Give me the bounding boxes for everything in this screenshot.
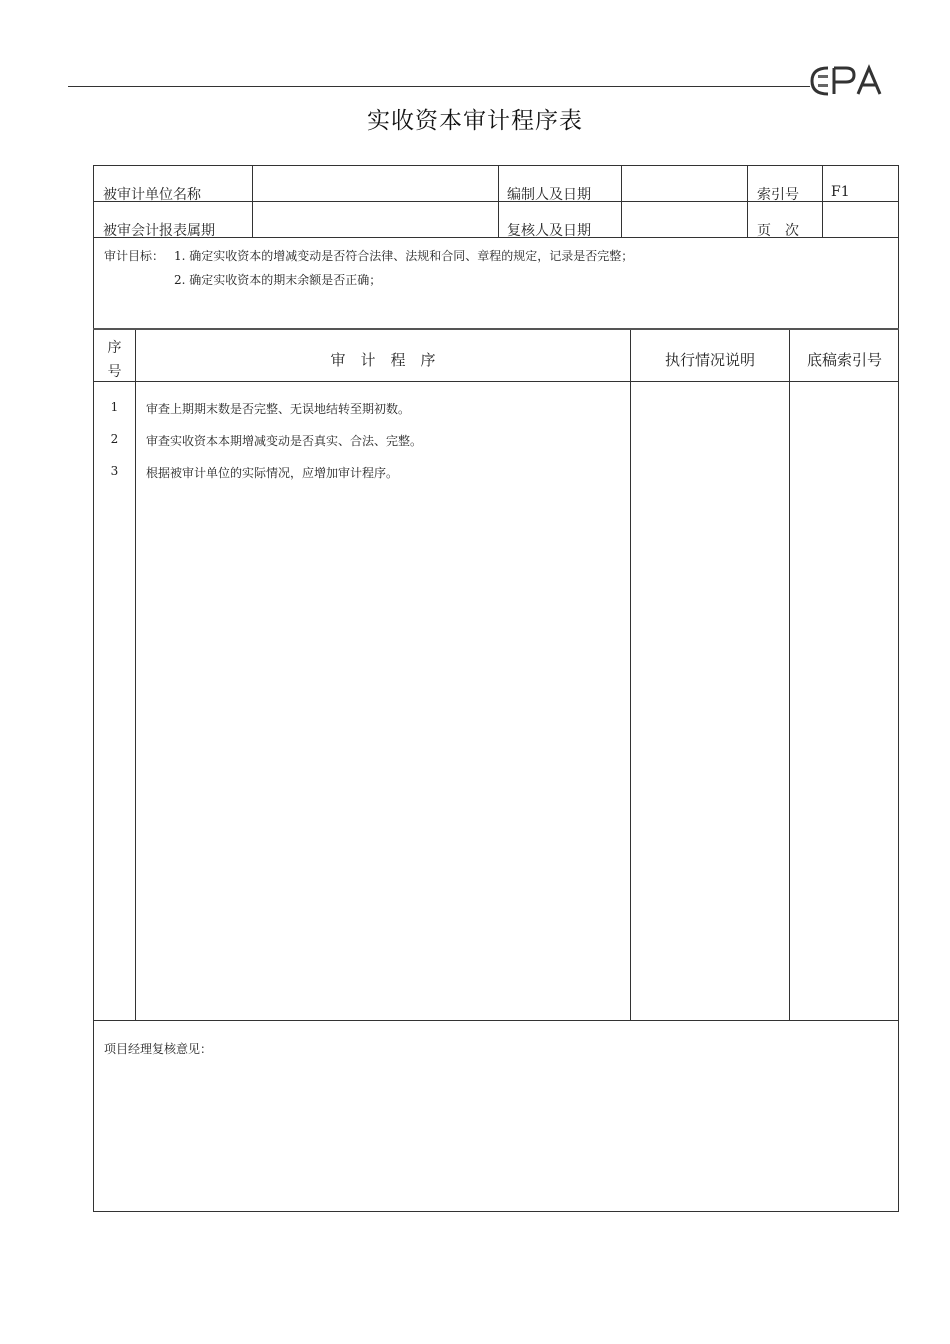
- col-divider: [135, 330, 136, 1020]
- unit-name-label: 被审计单位名称: [103, 187, 201, 203]
- manager-review-label: 项目经理复核意见：: [104, 1042, 213, 1056]
- section-divider: [93, 328, 899, 330]
- cpa-logo: [806, 60, 886, 102]
- row-seq: 1: [110, 400, 119, 414]
- col-divider: [630, 330, 631, 1020]
- row-procedure: 审查上期期末数是否完整、无误地结转至期初数。: [146, 402, 411, 416]
- objectives-label: 审计目标：: [104, 249, 165, 263]
- audit-form: [93, 165, 899, 1212]
- page-title: 实收资本审计程序表: [367, 108, 583, 134]
- col-divider: [621, 165, 622, 237]
- col-divider: [498, 165, 499, 237]
- seq-header-top: 序: [107, 340, 122, 356]
- seq-header-bottom: 号: [107, 364, 122, 380]
- index-value[interactable]: F1: [831, 184, 850, 200]
- reviewer-label: 复核人及日期: [507, 223, 591, 239]
- row-seq: 3: [110, 464, 119, 478]
- preparer-label: 编制人及日期: [507, 187, 591, 203]
- index-label: 索引号: [757, 187, 799, 203]
- page-number-label: 页 次: [757, 223, 799, 239]
- report-period-label: 被审会计报表属期: [103, 223, 215, 239]
- table-header-divider: [93, 381, 899, 382]
- row-procedure: 根据被审计单位的实际情况，应增加审计程序。: [146, 466, 399, 480]
- table-bottom-divider: [93, 1020, 899, 1021]
- objective-item: 2. 确定实收资本的期末余额是否正确；: [174, 273, 382, 287]
- objective-item: 1. 确定实收资本的增减变动是否符合法律、法规和合同、章程的规定，记录是否完整；: [174, 249, 634, 263]
- col-divider: [747, 165, 748, 237]
- procedure-header: 审 计 程 序: [330, 351, 436, 369]
- col-divider: [789, 330, 790, 1020]
- col-divider: [822, 165, 823, 237]
- col-divider: [252, 165, 253, 237]
- header-rule: [68, 86, 810, 87]
- row-procedure: 审查实收资本本期增减变动是否真实、合法、完整。: [146, 434, 423, 448]
- execution-header: 执行情况说明: [664, 351, 755, 369]
- workpaper-ref-header: 底稿索引号: [806, 351, 882, 369]
- row-seq: 2: [110, 432, 119, 446]
